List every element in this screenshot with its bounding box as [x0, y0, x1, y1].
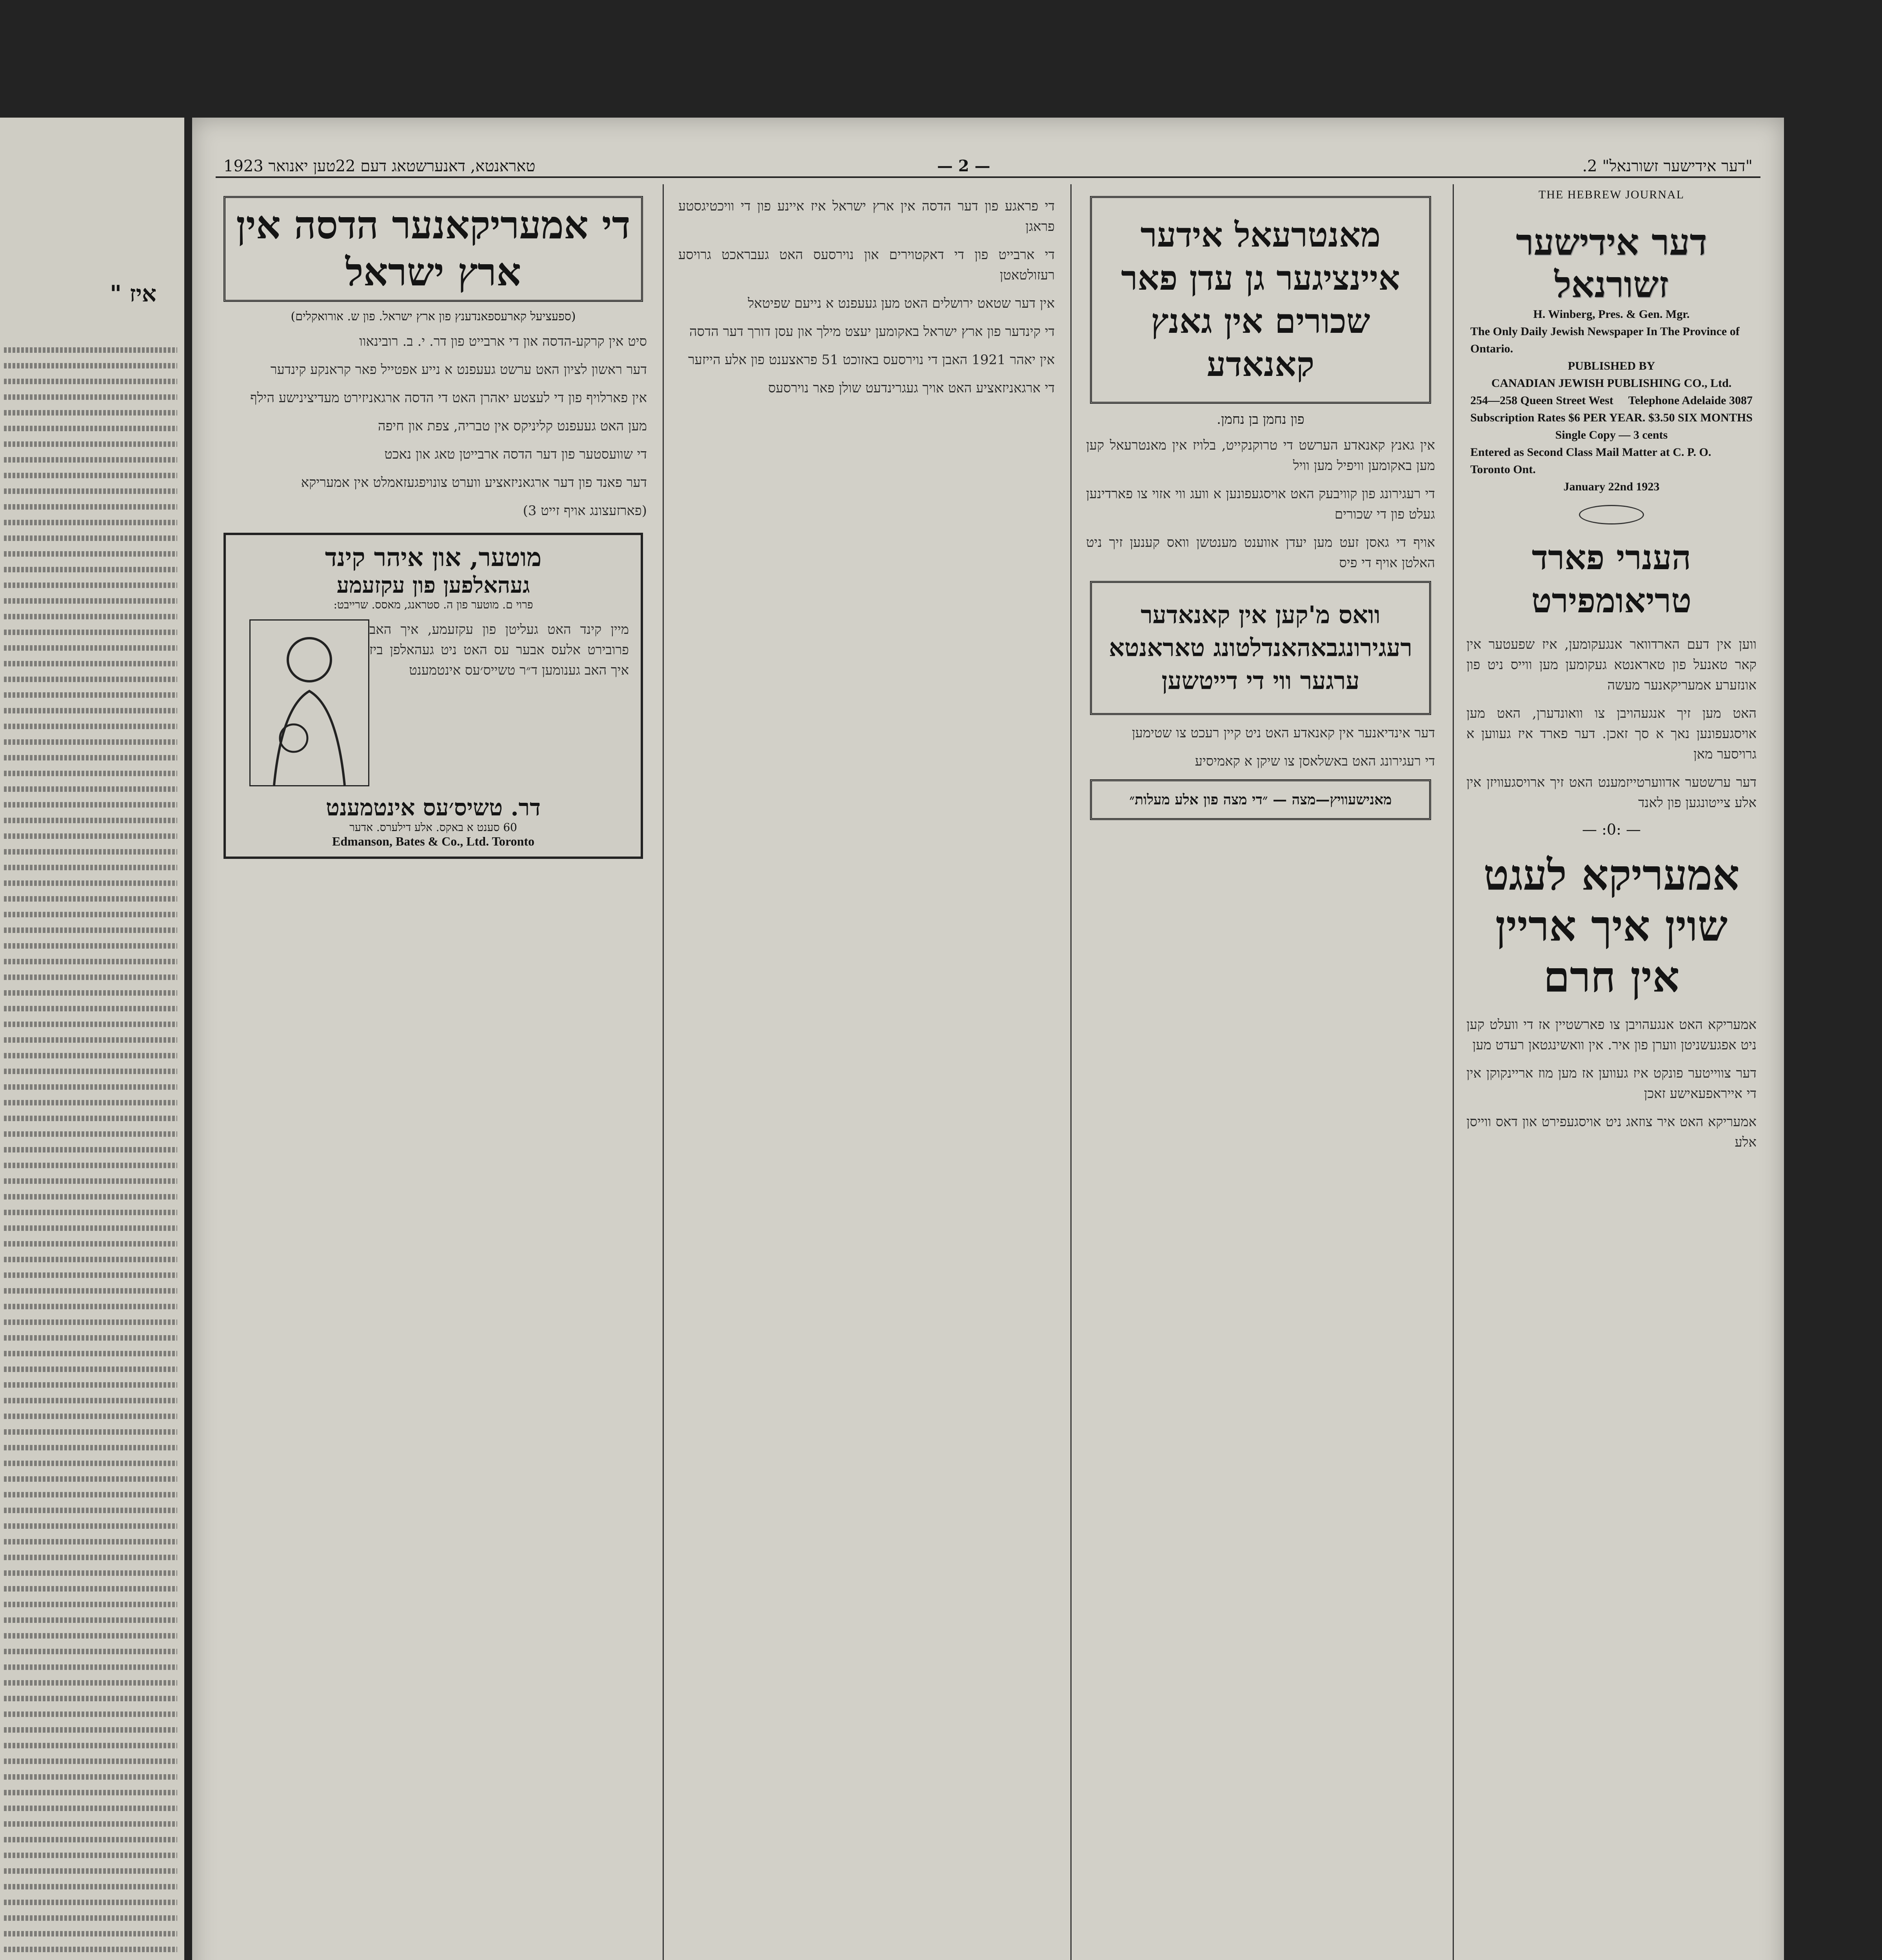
text-line-texture [4, 1022, 177, 1027]
text-line-texture [4, 457, 177, 463]
masthead-english-title: THE HEBREW JOURNAL [1538, 188, 1685, 201]
paragraph: ווען אין דעם הארדוואר אנגעקומען, איז שפעטער אין קאר טאנעל פון טאראנטא געקומען מען ווייס ניט פון אונזערע אמעריקאנער מעשה [1466, 637, 1757, 693]
paragraph: דער פאנד פון דער ארגאניזאציע ווערט צונויפגעזאמלט אין אמעריקא [301, 475, 647, 490]
text-line-texture [4, 1351, 177, 1356]
text-line-texture [4, 1915, 177, 1921]
text-line-texture [4, 1743, 177, 1748]
text-line-texture [4, 551, 177, 557]
paragraph: אין גאנץ קאנאדע הערשט די טרוקנקייט, בלויז אין מאנטרעאל קען מען באקומען וויפיל מען וויל [1086, 437, 1435, 474]
column-divider [1070, 184, 1072, 1960]
text-line-texture [4, 1272, 177, 1278]
feature-subtitle: (ספעציעל קארעספאנדענץ פון ארץ ישראל. פון ש. אורואקלים) [291, 310, 576, 323]
text-line-texture [4, 1429, 177, 1435]
text-line-texture [4, 1837, 177, 1842]
paragraph: די רעגירונג האט באשלאסן צו שיקן א קאמיסיע [1195, 753, 1435, 769]
text-line-texture [4, 1884, 177, 1889]
text-line-texture [4, 1555, 177, 1560]
paragraph: אויף די גאסן זעט מען יעדן אווענט מענטשן וואס קענען זיך ניט האלטן אויף די פיס [1086, 535, 1435, 571]
text-line-texture [4, 1649, 177, 1654]
text-line-texture [4, 708, 177, 713]
publisher-address: 254—258 Queen Street West [1470, 394, 1613, 407]
text-line-texture [4, 1241, 177, 1247]
text-line-texture [4, 1304, 177, 1309]
page-number: — 2 — [937, 157, 990, 175]
single-copy-price: Single Copy — 3 cents [1555, 428, 1668, 441]
paragraph: דער ערשטער אדווערטייזמענט האט זיך ארויסגעוויזן אין אלע צייטונגען פון לאנד [1466, 775, 1757, 811]
text-line-texture [4, 661, 177, 666]
text-line-texture [4, 1367, 177, 1372]
column-divider [663, 184, 664, 1960]
text-line-texture [4, 1696, 177, 1701]
paragraph: די רעגירונג פון קוויבעק האט אויסגעפונען א וועג ווי אזוי צו פארדינען געלט פון די שכורים [1086, 486, 1435, 522]
article-headline: אמעריקא לעגט שוין איך אריין אין חרם [1483, 851, 1740, 1002]
text-line-texture [4, 1774, 177, 1780]
text-line-texture [4, 1492, 177, 1497]
text-line-texture [4, 802, 177, 808]
paragraph: דער אינדיאנער אין קאנאדע האט ניט קיין רעכט צו שטימען [1132, 725, 1435, 741]
text-line-texture [4, 1335, 177, 1341]
text-line-texture [4, 1178, 177, 1184]
previous-page-fragment [0, 118, 184, 1960]
ad-manufacturer: Edmanson, Bates & Co., Ltd. Toronto [332, 834, 534, 848]
text-line-texture [4, 1476, 177, 1482]
text-line-texture [4, 1947, 177, 1952]
text-line-texture [4, 1664, 177, 1670]
publisher-name: CANADIAN JEWISH PUBLISHING CO., Ltd. [1491, 377, 1732, 390]
column-masthead [1462, 188, 1760, 1160]
text-line-texture [4, 630, 177, 635]
text-line-texture [4, 912, 177, 917]
text-line-texture [4, 1633, 177, 1639]
text-line-texture [4, 677, 177, 682]
paragraph: די פראגע פון דער הדסה אין ארץ ישראל איז איינע פון די וויכטיגסטע פראגן [678, 198, 1055, 234]
paragraph: די ארבייט פון די דאקטוירים און נוירסעס האט געבראכט גרויסע רעזולטאטן [678, 247, 1055, 283]
text-line-texture [4, 598, 177, 604]
text-line-texture [4, 1680, 177, 1686]
rate-six-months: $3.50 SIX MONTHS [1648, 411, 1753, 424]
text-line-texture [4, 1319, 177, 1325]
section-divider: — :0: — [1582, 821, 1641, 838]
text-line-texture [4, 1069, 177, 1074]
text-line-texture [4, 1900, 177, 1905]
text-line-texture [4, 1586, 177, 1592]
matzah-ad: מאנישעוויץ—מצה — ״די מצה פון אלע מעלות״ [1129, 791, 1392, 808]
text-line-texture [4, 927, 177, 933]
previous-page-text-lines [0, 347, 184, 1960]
text-line-texture [4, 1414, 177, 1419]
article-body [1462, 634, 1760, 813]
column-feature [216, 188, 651, 871]
previous-page-header: איז " [110, 280, 157, 307]
rate-year: $6 PER YEAR. [1568, 411, 1646, 424]
masthead-officers: H. Winberg, Pres. & Gen. Mgr. [1533, 308, 1690, 321]
column-montreal [1082, 188, 1439, 828]
text-line-texture [4, 724, 177, 729]
text-line-texture [4, 833, 177, 839]
text-line-texture [4, 1194, 177, 1200]
text-line-texture [4, 1163, 177, 1168]
text-line-texture [4, 865, 177, 870]
text-line-texture [4, 975, 177, 980]
publisher-telephone: Telephone Adelaide 3087 [1628, 394, 1753, 407]
text-line-texture [4, 1257, 177, 1262]
text-line-texture [4, 1131, 177, 1137]
text-line-texture [4, 520, 177, 525]
text-line-texture [4, 1617, 177, 1623]
page-header-right: "דער אידישער זשורנאל" 2. [1582, 157, 1753, 175]
article-headline: מאנטרעאל אידער איינציגער גן עדן פאר שכורים אין גאנץ קאנאדע [1121, 215, 1400, 384]
paragraph: אמעריקא האט איר צוזאג ניט אויסגעפירט און דאס ווייסן אלע [1466, 1114, 1757, 1150]
masthead-title: דער אידישער זשורנאל [1516, 221, 1707, 306]
ad-price: 60 סענט א באקס. אלע דילערס. אדער [349, 821, 517, 834]
text-line-texture [4, 739, 177, 745]
text-line-texture [4, 943, 177, 949]
text-line-texture [4, 426, 177, 431]
paragraph: סיט אין קרקע-הדסה און די ארבייט פון דר. י. ב. רובינאוו [359, 334, 647, 349]
text-line-texture [4, 488, 177, 494]
ointment-advertisement [223, 533, 643, 859]
ad-product-name: דר. טשיס׳עס אינטמענט [326, 794, 541, 821]
paragraph: דער צווייטער פונקט איז געווען אז מען מוז אריינקוקן אין די אייראפעאישע זאכן [1466, 1065, 1757, 1102]
paragraph: די ארגאניזאציע האט אויך געגרינדעט שולן פאר נוירסעס [768, 380, 1055, 396]
text-line-texture [4, 1288, 177, 1294]
ad-subtitle: געהאלפען פון עקזעמע [336, 572, 530, 598]
article-headline: הענרי פארד טריאומפירט [1531, 538, 1692, 621]
text-line-texture [4, 880, 177, 886]
text-line-texture [4, 410, 177, 416]
published-by-label: PUBLISHED BY [1568, 359, 1655, 372]
page-header-left: טאראנטא, דאנערשטאג דעם 22טען יאנואר 1923 [223, 157, 536, 175]
text-line-texture [4, 1931, 177, 1936]
mother-and-child-illustration [249, 619, 369, 786]
text-line-texture [4, 504, 177, 510]
article-body [216, 331, 651, 521]
text-line-texture [4, 1727, 177, 1733]
text-line-texture [4, 394, 177, 400]
paragraph: די קינדער פון ארץ ישראל באקומען יעצט מילך און עסן דורך דער הדסה [689, 324, 1055, 339]
header-rule [216, 176, 1760, 178]
issue-date: January 22nd 1923 [1563, 480, 1660, 493]
paragraph: (פארזעצונג אויף זייט 3) [523, 503, 647, 519]
masthead-info [1462, 306, 1760, 495]
paragraph: אין יאהר 1921 האבן די נוירסעס באזוכט 51 פראצענט פון אלע הייזער [688, 352, 1055, 368]
text-line-texture [4, 535, 177, 541]
text-line-texture [4, 692, 177, 698]
text-line-texture [4, 1461, 177, 1466]
text-line-texture [4, 959, 177, 964]
text-line-texture [4, 896, 177, 902]
text-line-texture [4, 1037, 177, 1043]
ad-testimonial-intro: פרוי ם. מוטער פון ה. סטראנג, מאסס. שרייבט: [333, 598, 533, 611]
text-line-texture [4, 1100, 177, 1105]
ornament-icon [1579, 505, 1644, 524]
text-line-texture [4, 1084, 177, 1090]
text-line-texture [4, 347, 177, 353]
article-body [1462, 1014, 1760, 1152]
text-line-texture [4, 645, 177, 651]
text-line-texture [4, 363, 177, 368]
article-body [674, 196, 1059, 398]
text-line-texture [4, 771, 177, 776]
text-line-texture [4, 1053, 177, 1058]
text-line-texture [4, 1539, 177, 1544]
text-line-texture [4, 1398, 177, 1403]
paragraph: אמעריקא האט אנגעהויבן צו פארשטיין אז די וועלט קען ניט אפגעשניטן ווערן פון איר. אין וואשינגטאן רעדט מען [1466, 1017, 1757, 1053]
text-line-texture [4, 1210, 177, 1215]
text-line-texture [4, 818, 177, 823]
paragraph: דער ראשון לציון האט ערשט געעפנט א נייע אפטייל פאר קראנקע קינדער [270, 362, 647, 377]
article-body [1082, 723, 1439, 771]
text-line-texture [4, 1225, 177, 1231]
text-line-texture [4, 1868, 177, 1874]
text-line-texture [4, 1523, 177, 1529]
text-line-texture [4, 1790, 177, 1795]
text-line-texture [4, 1445, 177, 1450]
text-line-texture [4, 1116, 177, 1121]
feature-headline: די אמעריקאנער הדסה אין ארץ ישראל [236, 203, 630, 295]
newspaper-page [192, 118, 1784, 1960]
column-hadassah-continued [674, 188, 1059, 406]
text-line-texture [4, 1382, 177, 1388]
ad-title: מוטער, און איהר קינד [325, 543, 542, 572]
subscription-label: Subscription Rates [1470, 411, 1566, 424]
text-line-texture [4, 1006, 177, 1011]
article-body [1082, 435, 1439, 573]
text-line-texture [4, 755, 177, 760]
text-line-texture [4, 1147, 177, 1152]
text-line-texture [4, 1759, 177, 1764]
text-line-texture [4, 1711, 177, 1717]
text-line-texture [4, 1853, 177, 1858]
paragraph: האט מען זיך אנגעהויבן צו וואונדערן, האט מען אויסגעפונען נאך א סך זאכן. דער פארד איז געווען א גרויסער מאן [1466, 706, 1757, 762]
text-line-texture [4, 786, 177, 792]
text-line-texture [4, 1570, 177, 1576]
paragraph: די שוועסטער פון דער הדסה ארבייטן טאג און נאכט [384, 446, 647, 462]
text-line-texture [4, 990, 177, 996]
column-divider [1453, 184, 1454, 1960]
paragraph: אין דער שטאט ירושלים האט מען געעפנט א נייעם שפיטאל [748, 296, 1055, 311]
paragraph: אין פארלויף פון די לעצטע יאהרן האט די הדסה ארגאניזירט מעדיצינישע הילף [250, 390, 647, 406]
text-line-texture [4, 1806, 177, 1811]
article-byline: פון נחמן בן נחמן. [1217, 412, 1304, 427]
text-line-texture [4, 583, 177, 588]
ad-testimonial: מיין קינד האט געליטן פון עקזעמע, איך האב פרובירט אלעס אבער עס האט ניט געהאלפן ביז איך האב גענומען ד״ר טשייס׳עס אינטמענט [369, 622, 629, 678]
text-line-texture [4, 379, 177, 384]
text-line-texture [4, 441, 177, 447]
text-line-texture [4, 567, 177, 572]
paragraph: מען האט געעפנט קליניקס אין טבריה, צפת און חיפה [378, 418, 647, 434]
article-headline: וואס מ'קען אין קאנאדער רעגירונגבאהאנדלטונג טאראנטא ערגער ווי די דייטשען [1109, 601, 1412, 695]
text-line-texture [4, 473, 177, 478]
text-line-texture [4, 1821, 177, 1827]
text-line-texture [4, 849, 177, 855]
mail-entry-notice: Entered as Second Class Mail Matter at C. P. O. Toronto Ont. [1470, 446, 1711, 476]
text-line-texture [4, 614, 177, 619]
masthead-tagline: The Only Daily Jewish Newspaper In The Province of Ontario. [1470, 325, 1740, 355]
text-line-texture [4, 1508, 177, 1513]
text-line-texture [4, 1602, 177, 1607]
